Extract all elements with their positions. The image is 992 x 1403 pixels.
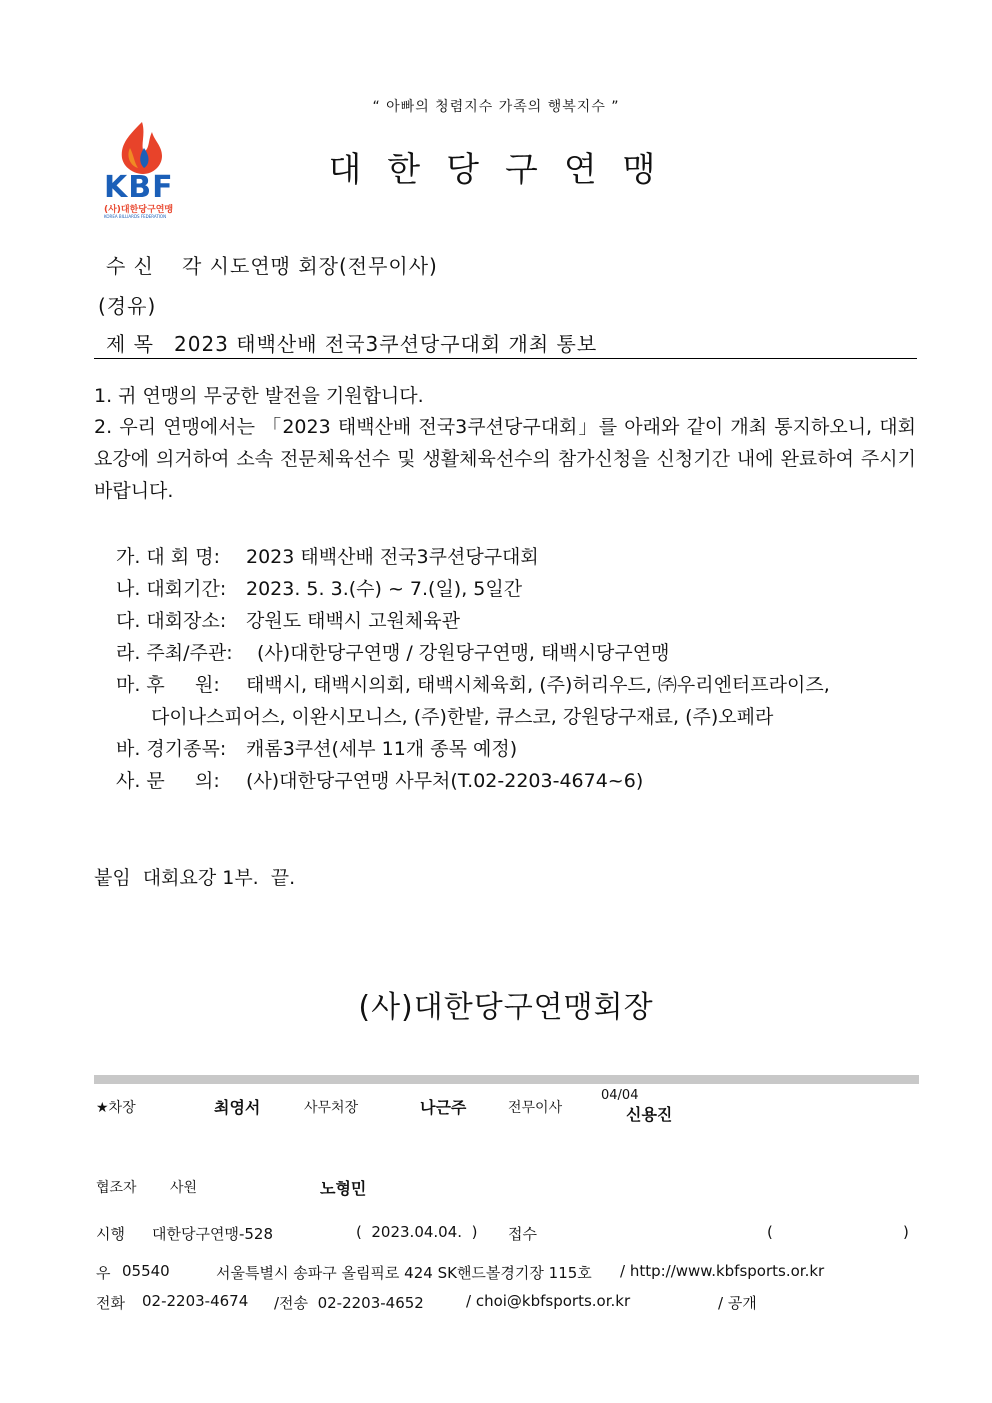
via: (경유) [98,294,157,318]
doc-number: 대한당구연맹-528 [152,1225,273,1243]
item-value: 강원도 태백시 고원체육관 [246,610,460,632]
item-value: 다이나스피어스, 이완시모니스, (주)한밭, 큐스코, 강원당구재료, (주)오페라 [151,706,774,728]
tel-label: 전화 [96,1294,125,1312]
item-label: 가. 대 회 명: [116,546,220,568]
email-link[interactable]: / choi@kbfsports.or.kr [466,1292,631,1310]
tel-number: 02-2203-4674 [142,1292,249,1310]
fax-number: /전송 02-2203-4652 [274,1294,424,1312]
cooperator-role: 사원 [170,1180,198,1196]
item-value: 2023 태백산배 전국3쿠션당구대회 [246,546,539,568]
approver-name: 신용진 [626,1105,673,1124]
signature: (사)대한당구연맹회장 [358,990,654,1025]
item-value: (사)대한당구연맹 사무처(T.02-2203-4674~6) [246,770,644,792]
approver-role: ★차장 [96,1100,136,1116]
recipient-value: 각 시도연맹 회장(전무이사) [182,254,438,278]
item-value: (사)대한당구연맹 / 강원당구연맹, 태백시당구연맹 [257,642,670,664]
item-value: 태백시, 태백시의회, 태백시체육회, (주)허리우드, ㈜우리엔터프라이즈, [246,674,830,696]
approver-role: 사무처장 [304,1100,359,1116]
address: 서울특별시 송파구 올림픽로 424 SK핸드볼경기장 115호 [216,1264,592,1282]
item-label: 다. 대회장소: [116,610,227,632]
approval-bar [94,1075,919,1084]
logo-eng: KOREA BILLIARDS FEDERATION [104,214,167,219]
approver-role: 전무이사 [508,1100,563,1116]
doc-date: ( 2023.04.04. ) [356,1223,478,1241]
public-status: / 공개 [718,1294,757,1312]
paragraph-2: 2. 우리 연맹에서는 「2023 태백산배 전국3쿠션당구대회」를 아래와 같이 개최 통지하오니, 대회요강에 의거하여 소속 전문체육선수 및 생활체육선수의 참가신청을 신청기간 내에 완료하여 주시기 바랍니다. [94,416,916,502]
zip-code: 05540 [122,1262,170,1280]
subject: 2023 태백산배 전국3쿠션당구대회 개최 통보 [174,332,598,356]
item-label: 사. 문 의: [116,770,220,792]
item-value: 캐롬3쿠션(세부 11개 종목 예정) [246,738,518,760]
attachment: 붙임 대회요강 1부. 끝. [94,867,296,889]
item-label: 라. 주최/주관: [116,642,233,664]
cooperator-label: 협조자 [96,1180,137,1196]
divider [94,358,917,359]
cooperator-name: 노형민 [320,1179,367,1198]
item-label: 바. 경기종목: [116,738,227,760]
receipt-label: 접수 [508,1225,537,1243]
item-label: 나. 대회기간: [116,578,227,600]
doc-label: 시행 [96,1225,125,1243]
logo-text: KBF [104,170,174,205]
slogan: “ 아빠의 청렴지수 가족의 행복지수 ” [372,99,620,115]
recipient-label: 수 신 [106,254,154,278]
logo-subtext: (사)대한당구연맹 [104,205,174,215]
subject-label: 제 목 [106,332,154,356]
org-title: 대한당구연맹 [328,150,682,190]
zip-label: 우 [96,1264,111,1282]
item-label: 마. 후 원: [116,674,220,696]
approver-name: 나근주 [420,1098,467,1117]
paragraph-1: 1. 귀 연맹의 무궁한 발전을 기원합니다. [94,385,424,407]
approver-name: 최영서 [214,1098,261,1117]
item-value: 2023. 5. 3.(수) ~ 7.(일), 5일간 [246,578,523,600]
website-link[interactable]: / http://www.kbfsports.or.kr [620,1262,825,1280]
receipt-open: ( [767,1223,773,1241]
receipt-close: ) [903,1223,909,1241]
approval-date: 04/04 [601,1088,639,1103]
